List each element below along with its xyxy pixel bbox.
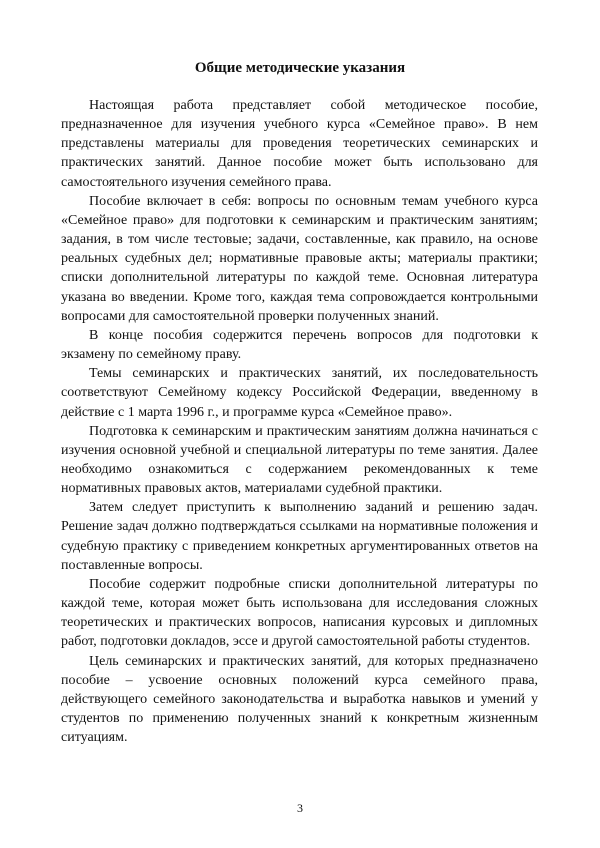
- paragraph-exam-questions: В конце пособия содержится перечень вопросов для подготовки к экзамену по семейному праву.: [61, 327, 538, 363]
- page-number: 3: [297, 801, 303, 815]
- body-text: [61, 96, 538, 747]
- paragraph-tasks: Затем следует приступить к выполнению заданий и решению задач. Решение задач должно подтверждаться ссылками на нормативные положения и судебную практику с приведением конкретных аргументированных ответов на поставленные вопросы.: [61, 500, 538, 573]
- paragraph-goal: Цель семинарских и практических занятий, для которых предназначено пособие – усвоение основных положений курса семейного права, действующего семейного законодательства и выработка навыков и умений у студентов по применению полученных знаний к конкретным жизненным ситуациям.: [61, 653, 538, 746]
- page-title: Общие методические указания: [194, 60, 406, 76]
- paragraph-literature: Пособие содержит подробные списки дополнительной литературы по каждой теме, которая может быть использована для исследования сложных теоретических и практических вопросов, написания курсовых и дипломных работ, подготовки докладов, эссе и другой самостоятельной работы студентов.: [61, 576, 538, 650]
- paragraph-contents: Пособие включает в себя: вопросы по основным темам учебного курса «Семейное право» для подготовки к семинарским и практическим занятиям; задания, в том числе тестовые; задачи, составленные, как правило, на основе реальных судебных дел; нормативные правовые акты; материалы практики; списки дополнительной литературы по каждой теме. Основная литература указана во введении. Кроме того, каждая тема сопровождается контрольными вопросами для самостоятельной проверки полученных знаний.: [61, 193, 538, 324]
- paragraph-preparation: Подготовка к семинарским и практическим занятиям должна начинаться с изучения основной учебной и специальной литературы по теме занятия. Далее необходимо ознакомиться с содержанием рекомендованных к теме нормативных правовых актов, материалами судебной практики.: [61, 423, 538, 497]
- paragraph-intro: Настоящая работа представляет собой методическое пособие, предназначенное для изучения учебного курса «Семейное право». В нем представлены материалы для проведения теоретических семинарских и практических занятий. Данное пособие может быть использовано для самостоятельного изучения семейного права.: [61, 98, 538, 190]
- paragraph-topics: Темы семинарских и практических занятий, их последовательность соответствуют Семейному кодексу Российской Федерации, введенному в действие с 1 марта 1996 г., и программе курса «Семейное право».: [61, 366, 538, 420]
